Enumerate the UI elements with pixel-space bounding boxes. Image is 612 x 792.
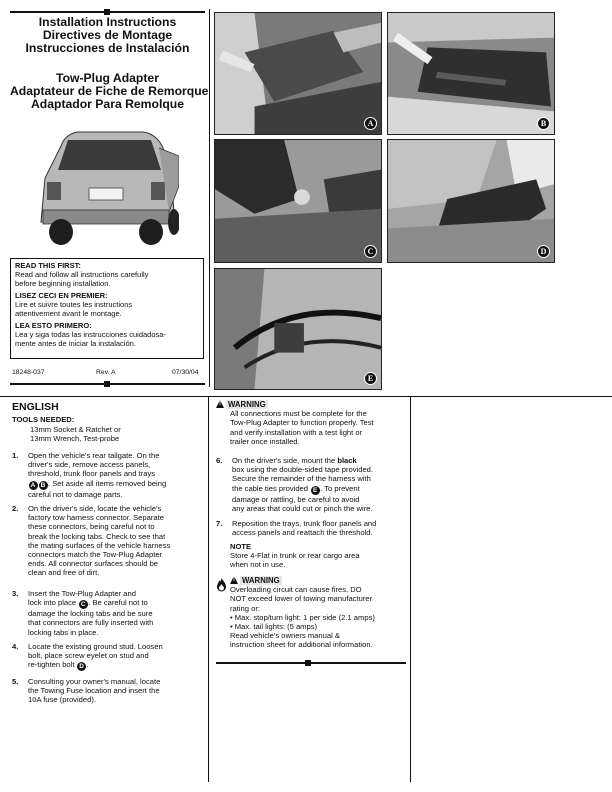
- title-line: Instrucciones de Instalación: [25, 41, 190, 56]
- step-text-line: [232, 456, 373, 465]
- step-text: Open the vehicle's rear tailgate. On the: [28, 451, 160, 460]
- warning-text: • Max. stop/turn light: 1 per side (2.1 amps): [230, 612, 375, 622]
- note-text: Store 4-Flat in trunk or rear cargo area: [230, 551, 360, 561]
- title-line: Directives de Montage: [42, 28, 173, 43]
- warning-text: rating or:: [230, 603, 260, 613]
- step-number: 5.: [12, 677, 19, 686]
- read-first-text-en: before beginning installation.: [15, 279, 111, 288]
- step-text: the Towing Fuse location and insert the: [28, 686, 160, 696]
- tools-heading: TOOLS NEEDED:: [12, 415, 75, 424]
- photo-ref-c-icon: C: [79, 600, 88, 609]
- warning-text: and verify installation with a test light or: [230, 427, 363, 437]
- step-text: careful not to damage parts.: [28, 489, 123, 499]
- step-text: connectors match the Tow-Plug Adapter: [28, 550, 163, 560]
- title-line: Installation Instructions: [38, 15, 177, 29]
- product-line: Adaptador Para Remolque: [30, 97, 185, 112]
- tool-item: 13mm Wrench, Test-probe: [30, 434, 120, 444]
- step-text: that connectors are fully inserted with: [28, 618, 154, 628]
- note-block: [230, 542, 406, 570]
- product-line: Tow-Plug Adapter: [56, 71, 159, 85]
- step-text-line: [28, 660, 163, 671]
- step-text-line: [28, 598, 153, 609]
- step-text: lock into place: [28, 598, 77, 608]
- step-number: 7.: [216, 519, 223, 528]
- read-first-heading-en: READ THIS FIRST:: [15, 261, 81, 270]
- step-text: damage or rattling, be careful to avoid: [232, 494, 360, 504]
- step-text: these connectors, being careful not to: [28, 522, 155, 532]
- step-number: 1.: [12, 451, 19, 460]
- step-text: clean and free of dirt.: [28, 568, 100, 578]
- step-text-line: [28, 479, 166, 490]
- document-title: [10, 16, 205, 56]
- warning-text: All connections must be complete for the: [230, 409, 367, 419]
- read-first-heading-es: LEA ESTO PRIMERO:: [15, 321, 92, 330]
- warning-text: Tow-Plug Adapter to function properly. Test: [230, 418, 374, 428]
- step-text: On the driver's side, mount the: [232, 456, 336, 465]
- warning-text: Overloading circuit can cause fires. DO: [230, 585, 362, 595]
- photo-a: [214, 12, 382, 135]
- tool-item: 13mm Socket & Ratchet or: [30, 425, 121, 434]
- warning-icon: !: [230, 576, 238, 584]
- step-text: Reposition the trays, trunk floor panels and: [232, 519, 377, 528]
- step-text: the mating surfaces of the vehicle harness: [28, 540, 171, 550]
- tools-list: [30, 425, 121, 443]
- step-number: 4.: [12, 642, 19, 651]
- column-divider-top: [209, 9, 210, 387]
- step-text: . To prevent: [320, 483, 360, 493]
- rule-marker: [104, 381, 110, 387]
- photo-c: [214, 139, 382, 263]
- column-divider-2: [410, 397, 411, 782]
- step-text: break the locking tabs. Check to see that: [28, 531, 166, 541]
- step-text: locking tabs in place.: [28, 627, 99, 637]
- photo-label-c: C: [364, 245, 377, 258]
- photo-c-image: [215, 140, 381, 262]
- photo-ref-b-icon: B: [39, 481, 48, 490]
- warning-heading: WARNING: [228, 400, 266, 409]
- read-first-heading-fr: LISEZ CECI EN PREMIER:: [15, 291, 108, 300]
- read-first-text-es: mente antes de iniciar la instalación.: [15, 339, 136, 348]
- step-text: . Be careful not to: [88, 598, 148, 608]
- step-number: 2.: [12, 504, 19, 513]
- photo-ref-a-icon: A: [29, 481, 38, 490]
- section-heading-english: ENGLISH: [12, 401, 59, 413]
- step-text: .: [86, 660, 89, 670]
- photo-b: [387, 12, 555, 135]
- photo-label-b: B: [537, 117, 550, 130]
- warning-icon: !: [216, 400, 224, 408]
- step-text: Locate the existing ground stud. Loosen: [28, 642, 163, 651]
- photo-d: [387, 139, 555, 263]
- step-text: ends. All connector surfaces should be: [28, 559, 159, 569]
- photo-ref-e-icon: E: [311, 486, 320, 495]
- photo-label-d: D: [537, 245, 550, 258]
- read-first-text-fr: attentivement avant le montage.: [15, 309, 122, 318]
- step-text: access panels and reattach the threshold.: [232, 528, 373, 538]
- read-first-box: [10, 258, 204, 359]
- photo-label-e: E: [364, 372, 377, 385]
- step-text: re-tighten bolt: [28, 660, 75, 670]
- step-text: damage the locking tabs and be sure: [28, 609, 153, 619]
- vehicle-image: [33, 126, 179, 248]
- note-text: when not in use.: [230, 560, 286, 570]
- suv-rear-illustration: [33, 126, 179, 248]
- step-text: driver's side, remove access panels,: [28, 460, 151, 470]
- step-text: bolt, place screw eyelet on stud and: [28, 651, 149, 661]
- section-rule: [0, 396, 612, 397]
- step-text: factory tow harness connector. Separate: [28, 513, 164, 523]
- photo-b-image: [388, 13, 554, 134]
- step-text: threshold, trunk floor panels and trays: [28, 469, 156, 479]
- photo-ref-d-icon: D: [77, 662, 86, 671]
- read-first-text-es: Lea y siga todas las instrucciones cuidadosa-: [15, 330, 166, 339]
- photo-e: [214, 268, 382, 390]
- revision: Rev. A: [96, 369, 116, 376]
- warning-text: Read vehicle's owners manual &: [230, 631, 340, 641]
- step-number: 6.: [216, 456, 223, 465]
- step-text: Secure the remainder of the harness with: [232, 474, 371, 484]
- step-text: the cable ties provided: [232, 483, 308, 493]
- step-text: On the driver's side, locate the vehicle's: [28, 504, 162, 513]
- warning-box-1: [216, 400, 406, 446]
- warning-heading: WARNING: [242, 576, 280, 585]
- note-heading: NOTE: [230, 542, 252, 551]
- step-text-emphasis: black: [337, 456, 357, 465]
- column-2-bottom-rule: [216, 662, 406, 664]
- warning-text: • Max. tail lights: (5 amps): [230, 622, 318, 632]
- step-text-line: [232, 484, 373, 495]
- date: 07/30/04: [172, 369, 199, 376]
- photo-e-image: [215, 269, 381, 389]
- read-first-text-fr: Lire et suivre toutes les instructions: [15, 300, 133, 309]
- warning-text: instruction sheet for additional information.: [230, 640, 373, 650]
- warning-text: NOT exceed lower of towing manufacturer: [230, 594, 373, 604]
- step-text: any areas that could cut or pinch the wire.: [232, 503, 373, 513]
- product-line: Adaptateur de Fiche de Remorque: [10, 84, 209, 99]
- part-number: 18248-037: [12, 369, 45, 376]
- step-number: 3.: [12, 589, 19, 598]
- step-text: 10A fuse (provided).: [28, 695, 96, 705]
- step-text: . Set aside all items removed being: [48, 478, 167, 488]
- photo-a-image: [215, 13, 381, 134]
- step-text: Consulting your owner's manual, locate: [28, 677, 161, 686]
- warning-text: trailer once installed.: [230, 436, 300, 446]
- fire-icon: [216, 578, 227, 592]
- photo-d-image: [388, 140, 554, 262]
- step-text: box using the double-sided tape provided.: [232, 465, 374, 475]
- step-text: Insert the Tow-Plug Adapter and: [28, 589, 136, 598]
- read-first-text-en: Read and follow all instructions carefully: [15, 270, 149, 279]
- photo-label-a: A: [364, 117, 377, 130]
- rule-marker: [305, 660, 311, 666]
- product-title: [10, 71, 209, 112]
- column-divider-1: [208, 397, 209, 782]
- warning-box-2: [216, 576, 406, 650]
